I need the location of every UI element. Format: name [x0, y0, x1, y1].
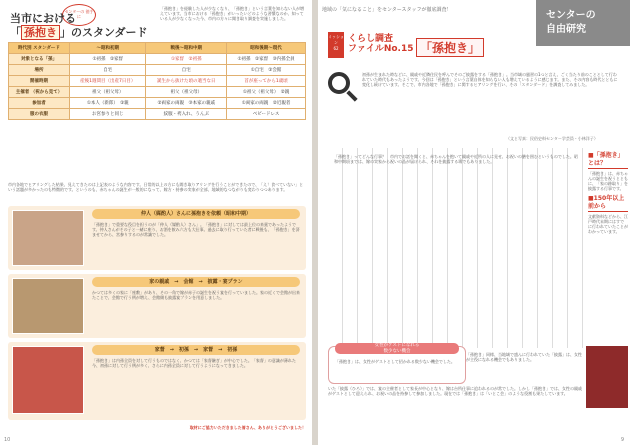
banquet-photo [12, 278, 84, 334]
row-label: 場所 [9, 65, 70, 76]
callout-title: 女性がゲストになれる 数少ない機会 [335, 343, 459, 354]
center-badge: センターの 徳手に [62, 4, 96, 26]
sidebar-heading: ■「孫抱き」とは？ [588, 152, 628, 169]
table-row [9, 54, 306, 65]
sidebar-text: 文献資料などから、江戸時代末期にはすでに行われていたことがわかっています。 [588, 214, 628, 234]
sidebar-text: 「孫抱き」は、赤ちゃんの誕生を祝うとともに、「家の跡取り」を披露する行事です。 [588, 171, 628, 191]
sidebar-heading: ■150年以上前から [588, 195, 628, 212]
row-label: 対象となる「孫」 [9, 54, 70, 65]
table-cell: 誕生から抜けた頃の適当な日 [146, 76, 227, 87]
table-row [9, 98, 306, 109]
page-number-right: 9 [620, 437, 624, 443]
bottom-text: 「孫抱き」同様、当地域で盛んに行われていた「披露」は、女性が主役になれる機会でもありました。 [466, 352, 582, 362]
table-header: 昭和後期〜現代 [227, 43, 306, 54]
table-cell: ①両家の両親 ②近親者 [227, 98, 306, 109]
article-columns [328, 148, 584, 348]
section-go-between [8, 206, 306, 270]
mission-badge: ミッション 62 [328, 32, 344, 58]
table-cell: 祖父（祖父母） [146, 87, 227, 98]
table-cell: 祖父（祖父母） [70, 87, 146, 98]
row-label: 開催時期 [9, 76, 70, 87]
table-cell: ②両家の両親 ③本家の親戚 [146, 98, 227, 109]
kimono-photo [12, 346, 84, 414]
right-page [318, 0, 630, 445]
top-note: 「孫抱き」を経験した人が少なくなり、「孫抱き」という言葉を知らない人が増えています。当市における「孫抱き」がいったいどのような習慣なのか、知っている人が少なくなった今、市内の方々に聞き取り調査を実施しました。 [160, 6, 304, 21]
intro-text: 初孫が生まれた時などに、親戚や近隣住民を呼んでそのご披露をする「孫抱き」。当市域の風習の1つと言え、ごく当たり前のこととして行われていた時代もあったようです。今回は「孫抱き」という言葉自体を知らない人も増えているように感じます。また、その内容も時代とともに変化し続けています。そこで、市内各地で「孫抱き」に関するヒアリングを行い、その「スタンダード」を調査してみました。 [362, 72, 618, 87]
bottom-text-continued: いた「披露（ひろ）」では、宴の主催者として家長が中心となり、嫁は台所仕事に追われるのが常でした。しかし「孫抱き」では、女性の親戚がゲストとして迎えられ、お祝いの品を持参して参加しました。現在では「孫抱き」は「いとこ会」のような役割も果たしています。 [328, 386, 582, 396]
sidebar-notes [588, 148, 628, 234]
table-cell: 紋服・袴入れ、うんぶ [146, 109, 227, 120]
row-label: 主催者 （祝から見て） [9, 87, 70, 98]
table-header-row [9, 43, 306, 54]
section-venue [8, 274, 306, 338]
topic-title: 「孫抱き」 [416, 38, 484, 57]
section-text: 「孫抱き」は内孫全員を対して行うものではなく、かつては「家督継ぎ」が中心でした。「家督」の意識が薄れた今、初孫に対して行う例が多く、さらに内孫全員に対して行うようになってきました。 [92, 358, 296, 368]
section-text: 「孫抱き」で重要な役目を担うのが「仲人（媒酌人）さん」。「孫抱き」に対しては最上位の来賓であったようです。仲人さんがその子と一緒に座り、お酒を飲み六方も大仕事。過去に取り行っていた者に戦後も、「孫抱き」を済ませてから、宮参りするのが常識でした。 [92, 222, 300, 237]
table-cell: 自宅 [146, 65, 227, 76]
title-highlight: 孫抱き [21, 25, 60, 40]
section-text: かつては多くの家に「座敷」があり、その一角で嫁が赤子の誕生を祝う宴を行っていました。家の近くで会館が出来たことで、会館で行う例が増え、会館側も披露宴プランを用意しました。 [92, 290, 300, 300]
file-title-line1: くらし調査 [348, 34, 394, 44]
title-quote-open: 「 [10, 26, 21, 39]
section-heading: 仲人（媒酌人）さんに孫抱きを依頼（昭和中期） [92, 209, 300, 219]
left-title-line1: 当市における [10, 12, 76, 25]
center-research-header: センターの 自由研究 [536, 0, 630, 46]
table-header: 戦後〜昭和中期 [146, 43, 227, 54]
table-cell: 自宅 [70, 65, 146, 76]
article-body: 「孫抱き」ってどんな行事？ 市内でお話を聞くと、赤ちゃんを抱いて親戚や近所の人に見せ、お祝いの膳を囲むというものでした。昭和中期頃までは、嫁の実家から祝いの品が届けられ、それを披露する場でもありました。 [334, 154, 578, 164]
women-guests-callout [328, 343, 466, 384]
page-number-left: 10 [4, 437, 11, 443]
table-cell: ①初孫 ②家督 ③内孫全員 [227, 54, 306, 65]
author-credit: （文と写真：民俗史料センター学芸員・小林洋子） [506, 136, 598, 141]
title-suffix: 」のスタンダード [60, 26, 148, 39]
table-cell: ①家督 ②初孫 [146, 54, 227, 65]
table-cell: ①初孫 ②家督 [70, 54, 146, 65]
table-cell: 産後1週間目（出産7日目） [70, 76, 146, 87]
table-row [9, 65, 306, 76]
thanks-footer: 取材にご協力いただきました皆さん、ありがとうございました！ [189, 425, 306, 430]
section-target [8, 342, 306, 420]
table-row [9, 87, 306, 98]
row-label: 参加者 [9, 98, 70, 109]
ceremony-photo [12, 210, 84, 266]
section-heading: 家の親戚 → 会館 → 披露・宴プラン [92, 277, 300, 287]
table-header: 時代別 スタンダード [9, 43, 70, 54]
table-cell: ①自宅 ②会館 [227, 65, 306, 76]
right-tagline: 地域の「気になること」をセンタースタッフが徹底調査！ [322, 7, 452, 13]
left-page [0, 0, 312, 445]
table-cell: ①本人（新郎） ②親 [70, 98, 146, 109]
section-heading: 家督 → 初孫 → 家督 → 初孫 [92, 345, 300, 355]
table-cell: ベビードレス [227, 109, 306, 120]
row-label: 服の衣服 [9, 109, 70, 120]
left-body-text: 市内各地でヒアリングした結果、見えてきたのは上記表のような内容です。日常的以上の方にも聞き取りアリングを行うことができたので、「え！食べていない」という話題が多かったのも特徴的です。というのも、赤ちゃんの誕生が一般的になって、嫁方・持参の実家が全部、地域的なつながりも変わりつつあります。 [8, 182, 304, 192]
table-cell: お宮参りと同じ [70, 109, 146, 120]
kimono-baby-photo [586, 346, 628, 408]
left-title-line2 [10, 24, 148, 40]
table-cell: 首が座ってから1歳頃 [227, 76, 306, 87]
file-title [348, 34, 413, 54]
table-cell: ①祖父（祖父母） ②親 [227, 87, 306, 98]
file-title-line2: ファイルNo.15 [348, 44, 414, 54]
magnifier-icon [328, 72, 350, 94]
callout-text: 「孫抱き」は、女性がゲストとして招かれる数少ない機会でした。 [335, 359, 455, 364]
table-row [9, 109, 306, 120]
standard-comparison-table [8, 42, 306, 120]
table-header: 〜昭和初期 [70, 43, 146, 54]
table-row [9, 76, 306, 87]
